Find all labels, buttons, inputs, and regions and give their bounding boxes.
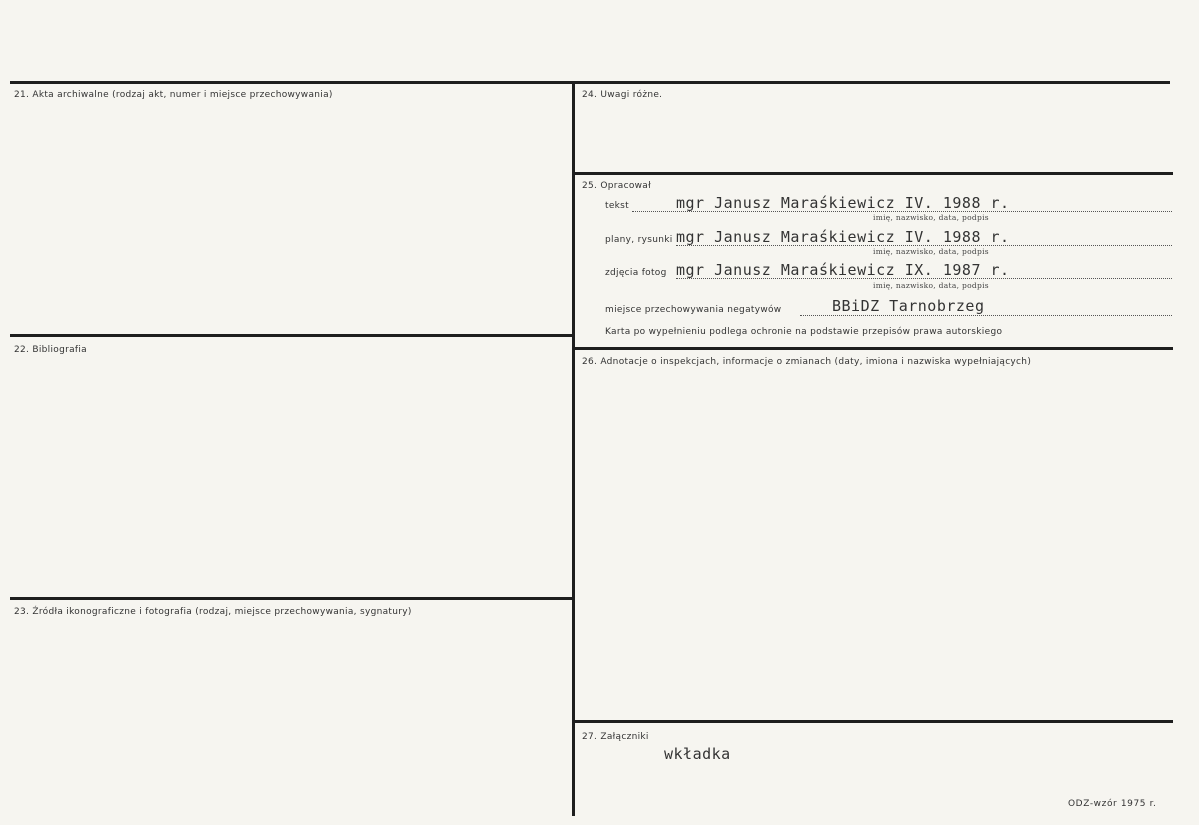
prepared-text-caption: imię, nazwisko, data, podpis bbox=[873, 213, 989, 222]
rule-26-27 bbox=[575, 720, 1173, 723]
section-21-label: 21. Akta archiwalne (rodzaj akt, numer i miejsce przechowywania) bbox=[14, 90, 333, 100]
negatives-label: miejsce przechowywania negatywów bbox=[605, 305, 782, 315]
section-22-label: 22. Bibliografia bbox=[14, 345, 87, 355]
negatives-value: BBiDZ Tarnobrzeg bbox=[832, 297, 985, 315]
prepared-plans-caption: imię, nazwisko, data, podpis bbox=[873, 247, 989, 256]
prepared-photos-caption: imię, nazwisko, data, podpis bbox=[873, 281, 989, 290]
prepared-photos-label: zdjęcia fotog bbox=[605, 268, 667, 278]
section-27-label: 27. Załączniki bbox=[582, 732, 649, 742]
section-26-label: 26. Adnotacje o inspekcjach, informacje o zmianach (daty, imiona i nazwiska wypełniających) bbox=[582, 357, 1032, 367]
rule-24-25 bbox=[575, 172, 1173, 175]
rule-25-26 bbox=[575, 347, 1173, 350]
prepared-text-value: mgr Janusz Maraśkiewicz IV. 1988 r. bbox=[676, 194, 1010, 212]
prepared-plans-label: plany, rysunki bbox=[605, 235, 673, 245]
top-rule bbox=[10, 81, 1170, 84]
negatives-line bbox=[800, 315, 1172, 316]
copyright-note: Karta po wypełnieniu podlega ochronie na podstawie przepisów prawa autorskiego bbox=[605, 327, 1003, 337]
section-23-label: 23. Źródła ikonograficzne i fotografia (rodzaj, miejsce przechowywania, sygnatury) bbox=[14, 607, 412, 617]
prepared-text-label: tekst bbox=[605, 201, 629, 211]
center-divider bbox=[572, 81, 575, 816]
rule-21-22 bbox=[10, 334, 572, 337]
prepared-photos-value: mgr Janusz Maraśkiewicz IX. 1987 r. bbox=[676, 261, 1010, 279]
section-24-label: 24. Uwagi różne. bbox=[582, 90, 663, 100]
attachments-value: wkładka bbox=[664, 745, 731, 763]
form-version-label: ODZ-wzór 1975 r. bbox=[1068, 799, 1157, 809]
rule-22-23 bbox=[10, 597, 572, 600]
prepared-plans-value: mgr Janusz Maraśkiewicz IV. 1988 r. bbox=[676, 228, 1010, 246]
section-25-label: 25. Opracował bbox=[582, 181, 651, 191]
